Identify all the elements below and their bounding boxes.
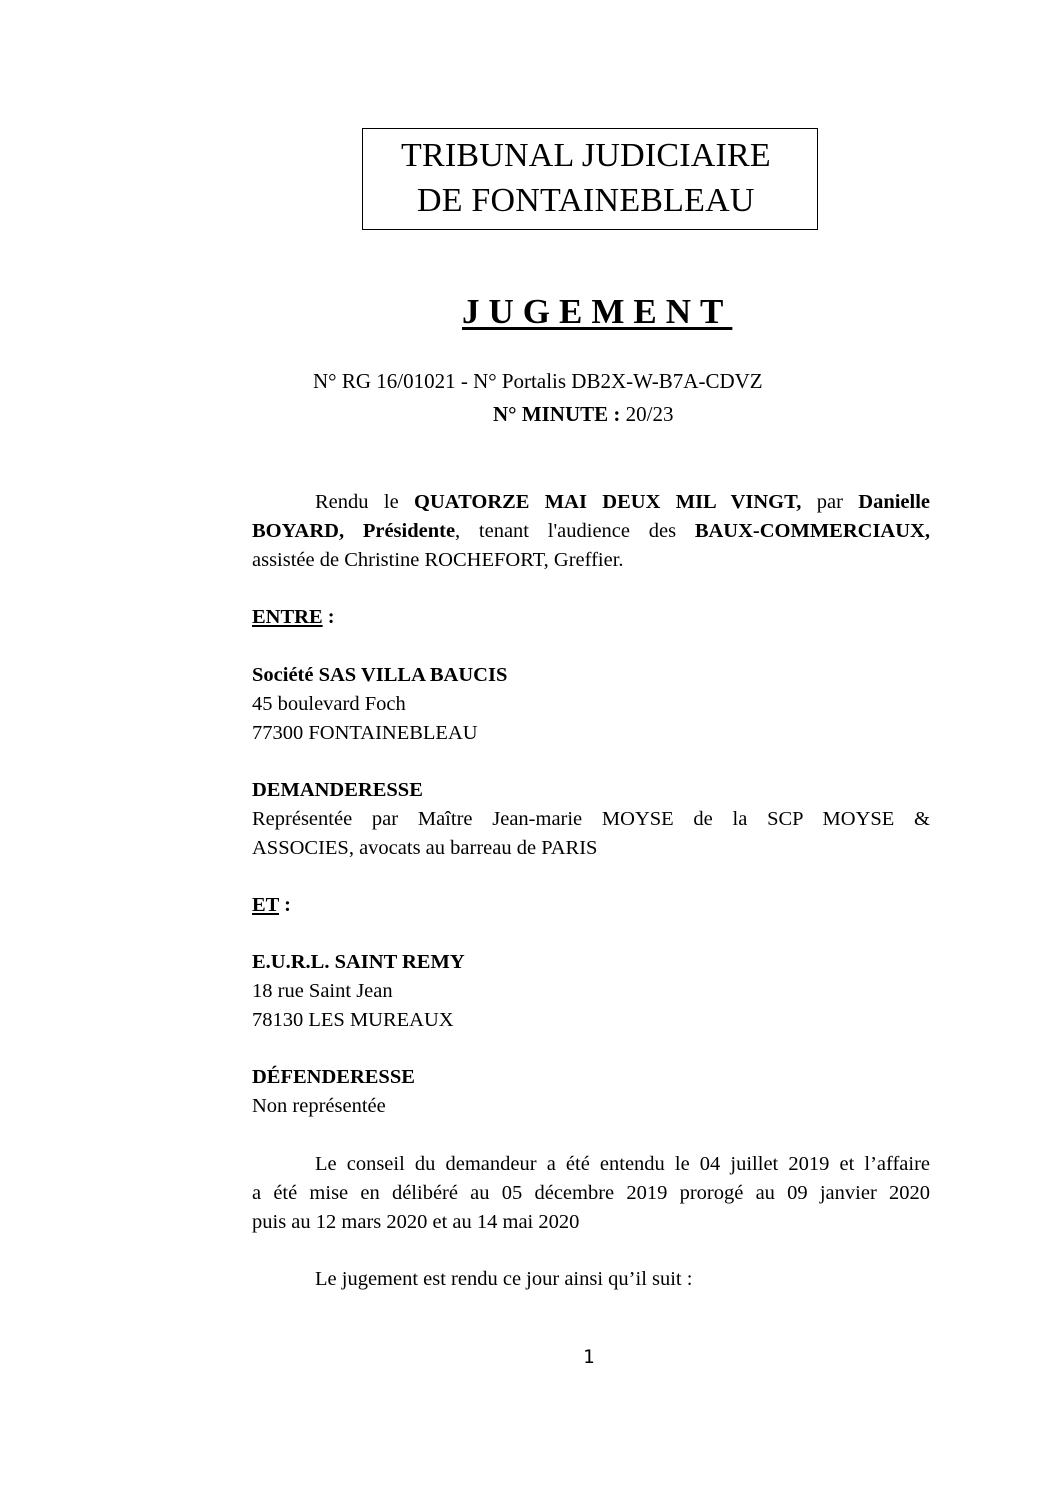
entre-heading [252,603,335,632]
intro-date: QUATORZE MAI DEUX MIL VINGT, [414,491,802,513]
procedure-paragraph [252,1150,930,1237]
minute-label: N° MINUTE : [493,402,621,426]
court-name-line1: TRIBUNAL JUDICIAIRE [401,137,771,174]
et-label: ET [252,894,279,916]
defendant-name: E.U.R.L. SAINT REMY [252,951,465,973]
intro-line-3: assistée de Christine ROCHEFORT, Greffier. [252,549,624,571]
intro-president-last: BOYARD, Présidente [252,520,456,542]
page-number: 1 [583,1346,595,1368]
intro-par: par [816,491,843,513]
intro-tenant: , tenant l'audience des [455,520,677,542]
intro-line-1 [252,488,930,517]
minute-number [493,402,674,427]
intro-paragraph [252,488,930,575]
et-colon: : [278,894,291,916]
defendant-representation: Non représentée [252,1095,386,1117]
closing-statement: Le jugement est rendu ce jour ainsi qu’il suit : [315,1268,693,1290]
procedure-line3: puis au 12 mars 2020 et au 14 mai 2020 [252,1211,580,1233]
defendant-role: DÉFENDERESSE [252,1066,415,1088]
et-heading [252,891,291,920]
plaintiff-address-line1: 45 boulevard Foch [252,693,406,715]
plaintiff-role: DEMANDERESSE [252,779,423,801]
court-header-box [362,128,818,230]
plaintiff-rep-line1: Représentée par Maître Jean-marie MOYSE de la SCP MOYSE & [252,808,930,830]
plaintiff-representation [252,805,930,863]
intro-rendu-le: Rendu le [315,491,399,513]
procedure-line2: a été mise en délibéré au 05 décembre 2019 prorogé au 09 janvier 2020 [252,1182,930,1204]
minute-value: 20/23 [625,402,674,426]
plaintiff-name: Société SAS VILLA BAUCIS [252,664,508,686]
entre-label: ENTRE [252,606,323,628]
plaintiff-address-line2: 77300 FONTAINEBLEAU [252,722,478,744]
defendant-address-line1: 18 rue Saint Jean [252,980,393,1002]
procedure-line1: Le conseil du demandeur a été entendu le 04 juillet 2019 et l’affaire [315,1153,930,1175]
document-title: JUGEMENT [462,292,733,331]
entre-colon: : [322,606,335,628]
intro-line-2 [252,517,930,546]
defendant-address-line2: 78130 LES MUREAUX [252,1009,454,1031]
case-reference: N° RG 16/01021 - N° Portalis DB2X-W-B7A-CDVZ [313,369,763,393]
intro-president-first: Danielle [858,491,931,513]
plaintiff-rep-line2: ASSOCIES, avocats au barreau de PARIS [252,837,598,859]
court-name-line2: DE FONTAINEBLEAU [417,182,755,219]
intro-chamber: BAUX-COMMERCIAUX, [694,520,930,542]
